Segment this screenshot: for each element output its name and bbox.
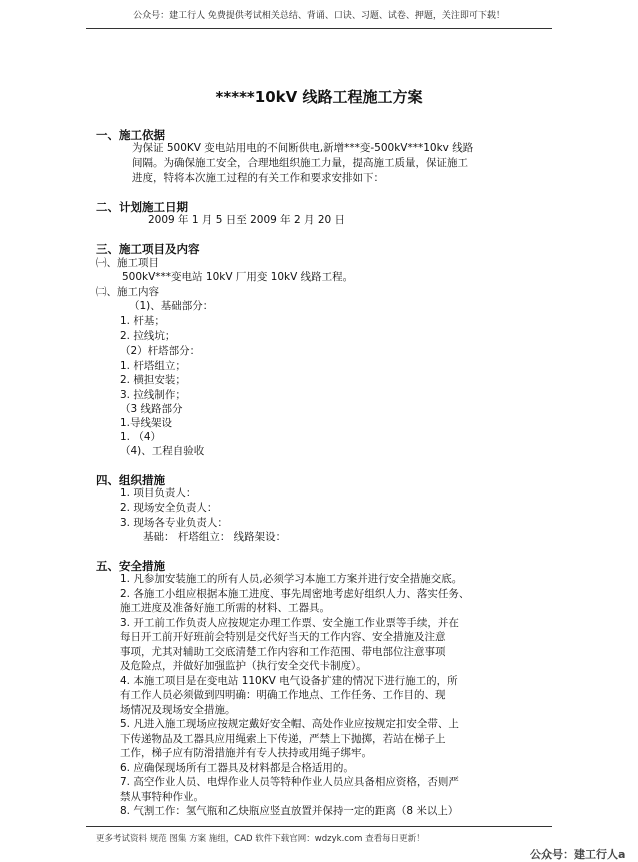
list-item: 2. 拉线坑； [120,330,176,342]
safety-line: 7. 高空作业人员、电焊作业人员等特种作业人员应具备相应资格，否则严 [120,776,459,788]
section-2-heading: 二、计划施工日期 [96,200,188,214]
foundation-part: （1)、基础部分： [129,300,214,312]
safety-line: 3. 开工前工作负责人应按规定办理工作票、安全施工作业票等手续，并在 [120,617,459,629]
header-notice: 公众号：建工行人 免费提供考试相关总结、背诵、口诀、习题、试卷、押题，关注即可下载！ [133,11,505,21]
safety-line: 事项，尤其对辅助工交底清楚工作内容和工作范围、带电部位注意事项 [120,646,446,658]
section-5-heading: 五、安全措施 [96,559,165,573]
safety-line: 每日开工前开好班前会特别是交代好当天的工作内容、安全措施及注意 [120,631,446,643]
section-3-heading: 三、施工项目及内容 [96,242,200,256]
safety-line: 5. 凡进入施工现场应按规定戴好安全帽、高处作业应按规定扣安全带、上 [120,718,459,730]
safety-line: 2. 各施工小组应根据本施工进度、事先周密地考虑好组织人力、落实任务、 [120,588,470,600]
safety-line: 6. 应确保现场所有工器具及材料都是合格适用的。 [120,762,354,774]
safety-line: 工作，梯子应有防滑措施并有专人扶持或用绳子绑牢。 [120,747,372,759]
safety-line: 场情况及现场安全措施。 [120,704,236,716]
safety-line: 4. 本施工项目是在变电站 110KV 电气设备扩建的情况下进行施工的，所 [120,675,458,687]
safety-line: 1. 凡参加安装施工的所有人员,必须学习本施工方案并进行安全措施交底。 [120,573,463,585]
watermark: 公众号：建工行人a [530,848,626,861]
section-1-heading: 一、施工依据 [96,128,165,142]
s3-sub-2: ㈡、施工内容 [96,286,159,298]
list-item: 1. 项目负责人： [120,487,197,499]
safety-line: 施工进度及准备好施工所需的材料、工器具。 [120,602,330,614]
header-rule [86,28,552,29]
list-item: 3. 拉线制作； [120,389,186,401]
list-item: 1. 杆塔组立； [120,360,186,372]
document-title: *****10kV 线路工程施工方案 [215,88,423,106]
safety-line: 有工作人员必须做到四明确：明确工作地点、工作任务、工作目的、现 [120,689,446,701]
list-item: 1.导线架设 [120,417,173,429]
schedule-dates: 2009 年 1 月 5 日至 2009 年 2 月 20 日 [148,214,346,226]
s3-sub-1: ㈠、施工项目 [96,257,159,269]
footer-rule [86,826,552,827]
list-item: 1. 杆基； [120,315,165,327]
list-item: 3. 现场各专业负责人： [120,517,228,529]
section-4-heading: 四、组织措施 [96,473,165,487]
responsibility-detail: 基础： 杆塔组立： 线路架设： [143,531,287,543]
list-item: 2. 现场安全负责人： [120,502,218,514]
safety-line: 8. 气割工作：氢气瓶和乙炔瓶应竖直放置并保持一定的距离（8 米以上） [120,805,459,817]
s1-line-1: 为保证 500KV 变电站用电的不间断供电,新增***变-500kV***10kv 线路 [132,142,474,154]
list-item: 1. （4） [120,431,162,443]
project-name: 500kV***变电站 10kV 厂用变 10kV 线路工程。 [122,271,354,283]
list-item: 2. 横担安装； [120,374,186,386]
s1-line-3: 进度，特将本次施工过程的有关工作和要求安排如下： [132,172,384,184]
acceptance-part: （4)、工程自验收 [120,445,205,457]
tower-part: （2）杆塔部分： [120,345,201,357]
footer-text: 更多考试资料 规范 图集 方案 施组，CAD 软件下载官网：wdzyk.com 查看每日更新！ [96,834,425,844]
line-part: （3 线路部分 [120,403,183,415]
safety-line: 下传递物品及工器具应用绳索上下传递，严禁上下抛掷，若站在梯子上 [120,733,446,745]
s1-line-2: 间隔。为确保施工安全，合理地组织施工力量，提高施工质量，保证施工 [132,157,468,169]
safety-line: 及危险点，并做好加强监护（执行安全交代卡制度）。 [120,660,367,672]
safety-line: 禁从事特种作业。 [120,791,204,803]
